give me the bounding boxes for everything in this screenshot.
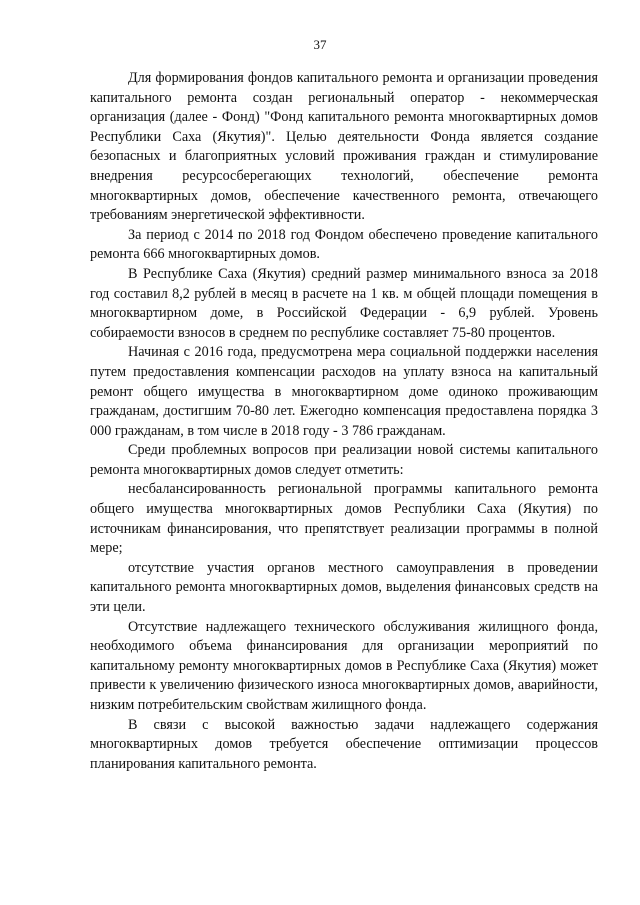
list-item-local-government: отсутствие участия органов местного самоуправления в проведении капитального ремонта многоквартирных домов, выделения финансовых средств на эти цели. <box>90 559 598 616</box>
paragraph-maintenance-risk: Отсутствие надлежащего технического обслуживания жилищного фонда, необходимого объема финансирования для организации мероприятий по капитальному ремонту многоквартирных домов в Республике Саха (Якутия) может привести к увеличению физического износа многоквартирных домов, аварийности, низким потребительским свойствам жилищного фонда. <box>90 618 598 713</box>
page-number: 37 <box>313 37 327 52</box>
paragraph-problems-intro: Среди проблемных вопросов при реализации новой системы капитального ремонта многоквартирных домов следует отметить: <box>90 442 598 478</box>
document-body <box>90 69 598 774</box>
list-item-imbalance: несбалансированность региональной программы капитального ремонта общего имущества многоквартирных домов Республики Саха (Якутия) по источникам финансирования, что препятствует реализации программы в полной мере; <box>90 481 598 557</box>
paragraph-conclusion: В связи с высокой важностью задачи надлежащего содержания многоквартирных домов требуется обеспечение оптимизации процессов планирования капитального ремонта. <box>90 716 598 772</box>
paragraph-regional-operator: Для формирования фондов капитального ремонта и организации проведения капитального ремонта создан региональный оператор - некоммерческая организация (далее - Фонд) "Фонд капитального ремонта многоквартирных домов Республики Саха (Якутия)". Целью деятельности Фонда является создание безопасных и благоприятных условий проживания граждан и стимулирование внедрения ресурсосберегающих технологий, обеспечение ремонта многоквартирных домов, обеспечение качественного ремонта, отвечающего требованиям энергетической эффективности. <box>90 70 598 224</box>
paragraph-contribution-size: В Республике Саха (Якутия) средний размер минимального взноса за 2018 год составил 8,2 рублей в месяц в расчете на 1 кв. м общей площади помещения в многоквартирном доме, в Российской Федерации - 6,9 рублей. Уровень собираемости взносов в среднем по республике составляет 75-80 процентов. <box>90 265 598 341</box>
paragraph-repair-count: За период с 2014 по 2018 год Фондом обеспечено проведение капитального ремонта 666 многоквартирных домов. <box>90 226 598 263</box>
paragraph-social-support: Начиная с 2016 года, предусмотрена мера социальной поддержки населения путем предоставления компенсации расходов на уплату взноса на капитальный ремонт общего имущества в многоквартирном доме одиноко проживающим гражданам, достигшим 70-80 лет. Ежегодно компенсация предоставлена порядка 3 000 гражданам, в том числе в 2018 году - 3 786 гражданам. <box>90 344 598 439</box>
